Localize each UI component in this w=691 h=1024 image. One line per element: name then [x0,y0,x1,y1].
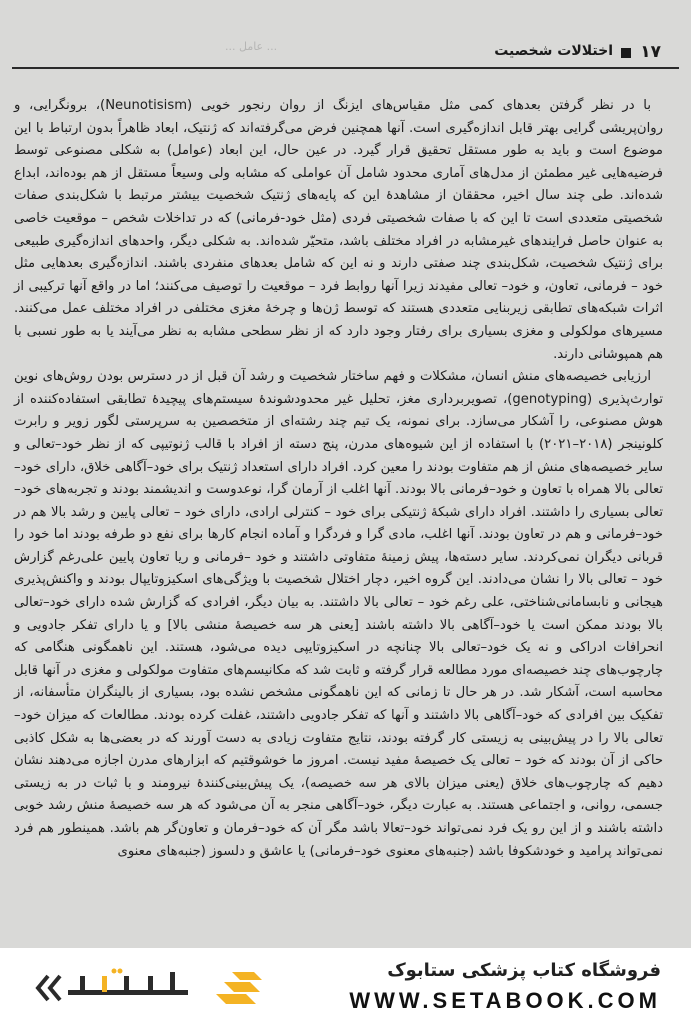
bleed-through-text: ... عامل ... [225,40,278,53]
running-title: اختلالات شخصیت [494,43,613,59]
page-number: ۱۷ [640,42,661,62]
store-footer [0,948,691,1024]
store-name: فروشگاه کتاب پزشکی ستابوک [387,960,661,981]
paragraph-1: با در نظر گرفتن بعدهای کمی مثل مقیاس‌های ایزنگ از روان رنجور خویی (Neunotisism)، برونگرایی، و روان‌پریشی گرایی بهتر قابل اندازه‌گیری است. آنها همچنین فرض می‌گرفته‌اند که ژنتیک، ابعاد ظاهراً بدون ارتباط با این موضوع است و باید به طور مستقل تحقیق قرار گیرد. در عین حال، این ابعاد (عوامل) به شکلی مصنوعی توسط فرضیه‌هایی غیر مطمئن از مدل‌های آماری محدود شامل آن عواملی که مشابه ولی وسیعاً مستقل از هم بوده‌اند، ابداع شده‌اند. طی چند سال اخیر، محققان از مشاهدهٔ این که پایه‌های ژنتیک شخصیت بیشتر مرتبط با شکل‌بندی صفات شخصیتی متعددی است تا این که با صفات شخصیتی فردی (مثل خود-فرمانی) که در تداخلات شخص – موقعیت خاصی به عنوان حاصل فرایندهای غیرمشابه در افراد مختلف باشد، متحیّر شده‌اند. به شکلی دیگر، واحدهای اندازه‌گیری طبیعی برای ژنتیک شخصیت، شکل‌بندی چند صفتی دارند و نه این که شامل بعدهای منفردی باشند. اندازه‌گیری بعدهایی مثل خود – فرمانی، تعاون، و خود– تعالی مفیدند زیرا آنها روابط فرد – موقعیت را توصیف می‌کنند؛ اما در واقع آنها ترکیبی از اثرات شبکه‌های تطابقی زیربنایی متعددی هستند که توسط ژن‌ها و چرخهٔ مغزی مختلفی در افراد مختلف عمل می‌کنند. مسیرهای مولکولی و مغزی بسیاری برای رفتار وجود دارد که از نظر سطحی مشابه به نظر می‌آیند یا به طور نسبی با هم همپوشانی دارند. [14,98,663,362]
setabook-logo-icon [18,964,268,1014]
header-rule [12,67,679,69]
body-text [14,95,663,863]
setabook-logo[interactable] [18,964,268,1014]
store-url[interactable]: WWW.SETABOOK.COM [349,988,661,1013]
paragraph-2: ارزیابی خصیصه‌های منش انسان، مشکلات و فهم ساختار شخصیت و رشد آن قبل از در دسترس بودن روش‌های نوین توارث‌پذیری (genotyping)، تصویربرداری مغز، تحلیل غیر محدودشوندهٔ سیستم‌های پیچیدهٔ تطابقی استفاده‌کننده از هوش مصنوعی، را آشکار می‌سازد. برای نمونه، یک تیم چند رشته‌ای از متخصصین به سرپرستی لگور زویر و رابرت کلونینجر (۲۰۱۸–۲۰۲۱) با استفاده از این شیوه‌های مدرن، پنج دسته از افراد با قالب ژنوتیپی که از نظر خود–تعالی و سایر خصیصه‌های منش از هم متفاوت بودند را معین کرد. افراد دارای استعداد ژنتیک برای خود–آگاهی خلاق، دارای خود–تعالی بالا همراه با تعاون و خود–فرمانی بالا بودند. آنها اغلب از آرمان گرا، نوعدوست و اندیشمند بودند و تجربه‌های خود–تعالی بسیاری را داشتند. افراد دارای شبکهٔ ژنتیکی برای خود – کنترلی ارادی، دارای خود – تعالی پایین و رشد بالا هم در خود–فرمانی و هم در تعاون بودند. آنها اغلب، مادی گرا و فردگرا و آماده انجام کارها برای نفع دو طرفه بودند اما خود را قربانی دیگران نمی‌کردند. سایر دسته‌ها، پیش زمینهٔ متفاوتی داشتند و خود –فرمانی و ریا تعاون پایین علی‌رغم گزارش خود – تعالی بالا را نشان می‌دادند. این گروه اخیر، دچار اختلال شخصیت با ویژگی‌های اسکیزوتایپال بودند و واکنش‌پذیری هیجانی و نابسامانی‌شناختی، علی رغم خود – تعالی بالا داشتند. به بیان دیگر، افرادی که گزارش شده دارای خود–تعالی بالا بودند ممکن است یا خود–آگاهی بالا داشته باشند [یعنی هر سه خصیصهٔ منشی بالا] و یا دارای تفکر جادویی و انحرافات ادراکی و نه یک خود–تعالی بالا چنانچه در اسکیزوتایپی دیده می‌شود، هستند. این ناهمگونی هنگامی که چارچوب‌های چند خصیصه‌ای مورد مطالعه قرار گرفته و ثابت شد که مکانیسم‌های متفاوت مولکولی و مغزی در آنها قابل محاسبه است، آشکار شد. در هر حال تا زمانی که این ناهمگونی مشخص نشده بود، بسیاری از بالینگران متأسفانه، از تفکیک بین افرادی که خود–آگاهی بالا داشتند و آنها که تفکر جادویی داشتند، غفلت کرده بودند. مطالعات که میزان خود–تعالی بالا را در پیش‌بینی به زیستی کار گرفته بودند، نتایج متفاوت زیادی به دست آورند که در بعضی‌ها به شکل کاذبی حاکی از آن بودند که خود – تعالی یک خصیصهٔ مفید نیست. امروز ما خوشوقتیم که ابزارهای مدرن اجازه می‌دهند نشان دهیم که چارچوب‌های خلاق (یعنی میزان بالای هر سه خصیصه)، یک پیش‌بینی‌کنندهٔ نیرومند و با ثبات در به زیستی جسمی، روانی، و اجتماعی هستند. به عبارت دیگر، خود–آگاهی منجر به آن می‌شود که هر سه خصیصهٔ منش رشد خوبی داشته باشند و از این رو یک فرد نمی‌تواند خود–تعالا باشد مگر آن که خود–فرمان و تعاون‌گر هم باشد. همینطور هم فرد نمی‌تواند پرامید و خودشکوفا باشد (جنبه‌های معنوی خود–فرمانی) یا عاشق و دلسوز (جنبه‌های معنوی [14,369,663,859]
header-square-icon [621,48,631,58]
page-header [12,42,679,66]
